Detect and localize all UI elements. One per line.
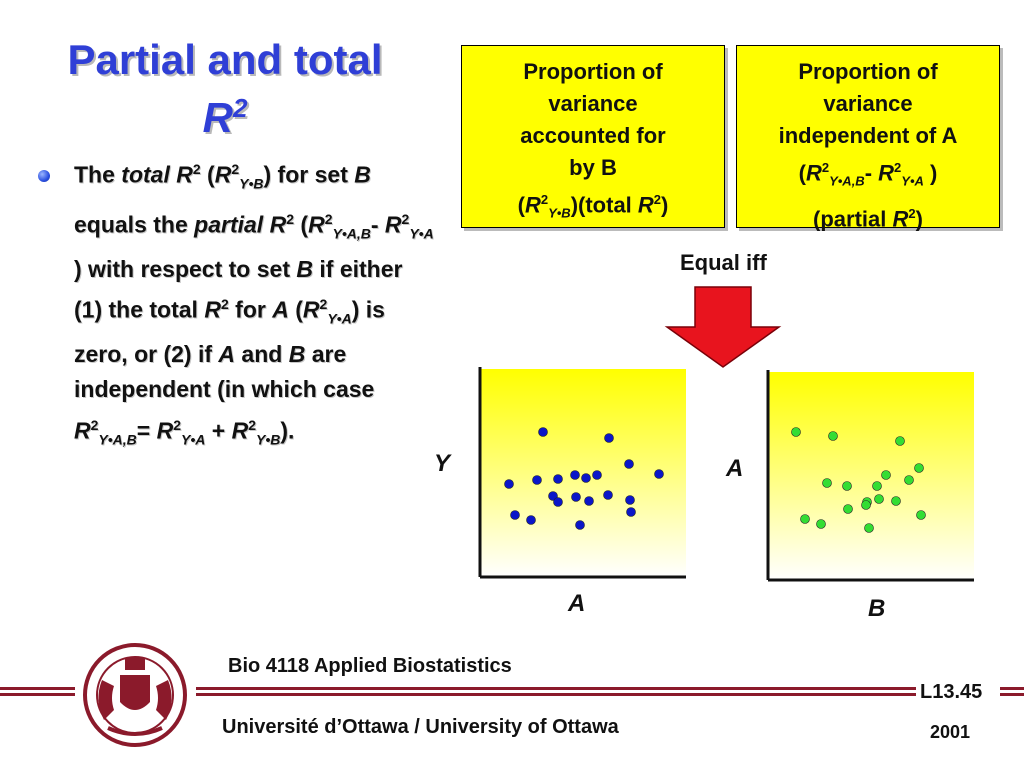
scatter-point [817,520,826,529]
scatter-point [875,495,884,504]
scatter-point [896,437,905,446]
scatter-point [593,471,602,480]
scatter-point [505,480,514,489]
box-accounted-for-by-b: Proportion of variance accounted for by B $(R^2_{Y•B})(total$ $R^2$) [461,45,725,228]
scatter-point [792,428,801,437]
scatter-point [554,475,563,484]
university-crest-icon [80,640,190,750]
plot-background [768,372,974,580]
scatter-point [533,476,542,485]
scatter-point [862,501,871,510]
scatter-point [539,428,548,437]
plot1-y-label: Y [434,450,451,477]
scatter-point [554,498,563,507]
title-line2: $R^2$ [202,93,248,141]
bullet-text: The total $R^2$ $(R^2_{Y•B})$ for set B equals the partial $R^2$ ($R^2_{Y•A,B}-$ $R^2_{Y•A}$ ) with respect to set B if either (1) the total $R^2$ for A $(R^2_{Y•A})$ is zero, or (2) if A and B are independent (in which case $R^2_{Y•A,B}= R^2_{Y•A} + R^2_{Y•B}$). [74,161,434,447]
bullet-icon [38,170,50,182]
course-title: Bio 4118 Applied Biostatistics [228,655,512,677]
slide-title [40,36,410,142]
scatter-point [626,496,635,505]
scatter-point [844,505,853,514]
scatter-point [627,508,636,517]
scatter-point [801,515,810,524]
scatter-point [905,476,914,485]
scatter-point [571,471,580,480]
scatter-point [604,491,613,500]
scatter-point [511,511,520,520]
scatter-point [625,460,634,469]
scatter-point [882,471,891,480]
scatter-point [823,479,832,488]
scatter-point [843,482,852,491]
box-independent-of-a: Proportion of variance independent of A ($R^2_{Y•A,B}-$ $R^2_{Y•A}$ ) (partial $R^2$) [736,45,1000,228]
scatter-point [892,497,901,506]
scatter-point [576,521,585,530]
plot2-y-label: A [726,455,744,482]
scatter-plot-a-vs-b [766,370,976,582]
scatter-point [572,493,581,502]
down-arrow-icon [655,285,795,370]
scatter-point [865,524,874,533]
scatter-point [917,511,926,520]
scatter-plot-y-vs-a [478,367,688,579]
scatter-point [655,470,664,479]
year: 2001 [930,722,971,742]
scatter-point [915,464,924,473]
university-name: Université d’Ottawa / University of Ottawa [222,716,619,738]
scatter-point [527,516,536,525]
scatter-point [605,434,614,443]
scatter-point [873,482,882,491]
scatter-point [585,497,594,506]
scatter-point [829,432,838,441]
slide-number: L13.45 [920,681,983,703]
plot1-x-label: A [568,590,586,617]
title-line1: Partial and total [67,36,383,83]
plot2-x-label: B [868,595,886,622]
scatter-point [582,474,591,483]
equal-iff-label: Equal iff [680,250,767,275]
